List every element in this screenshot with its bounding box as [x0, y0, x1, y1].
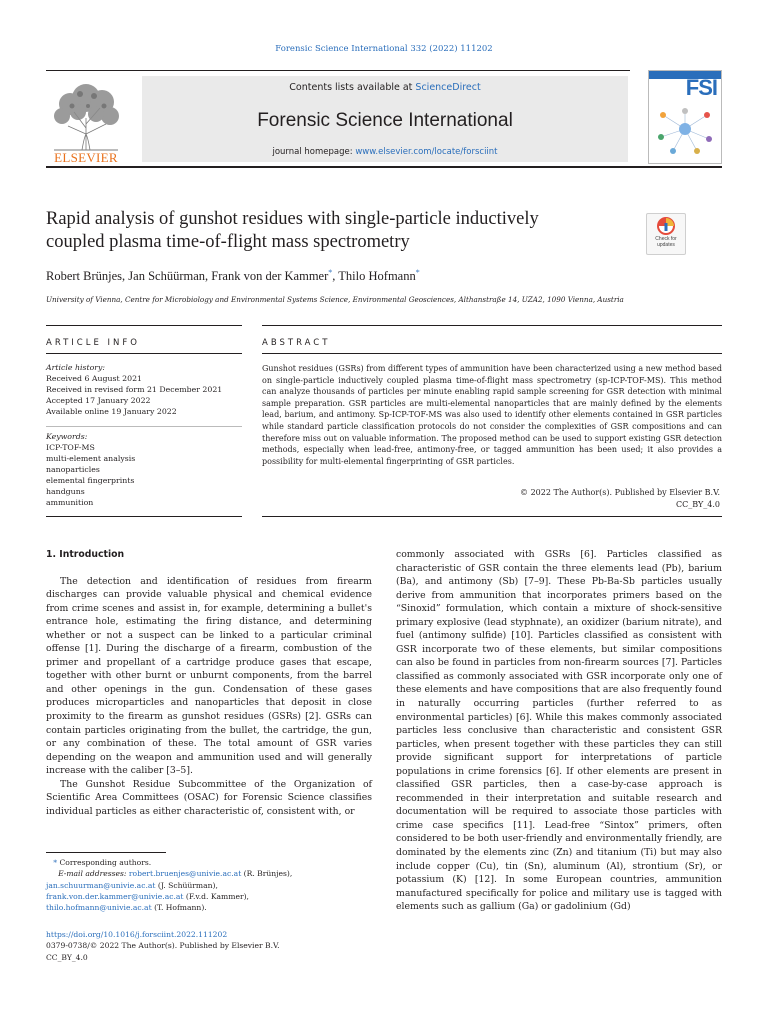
- corresponding-author-mark[interactable]: *: [328, 268, 333, 277]
- header-top-rule: [46, 70, 630, 71]
- article-info-bottom-rule: [46, 516, 242, 517]
- paragraph: The Gunshot Residue Subcommittee of the Organization of Scientific Area Committees (OSAC) for Forensic Science classifies individual particles as either characteristic of, consistent with, or: [46, 778, 372, 817]
- paragraph: commonly associated with GSRs [6]. Particles classified as characteristic of GSR contain the three elements lead (Pb), barium (Ba), and antimony (Sb) [7–9]. These Pb-Ba-Sb particles usually derive from ammunition that incorporates primers based on the “Sinoxid” formulation, which contain a mixture of shock-sensitive primary explosive (lead styphnate), an oxidizer (barium nitrate), and fuel (antimony sulfide) [10]. Particles classified as consistent with GSR incorporate two of these elements, but similar compositions can also be found in particles from non-firearm sources [7]. Particles classified as commonly associated with GSR incorporate only one of these elements and have compositions that are also frequently found in naturally occurring particles (further referred to as environmental particles) [6]. While this makes commonly associated particles less conclusive than characteristic and consistent GSR particles, when present together with these particles they can still provide significant support for interpretations of particle populations in crime forensics [6]. If other elements are present in classified GSR particles, then a case-by-case approach is recommended in their interpretation and suitable research and documentation will be required to associate those particles with crime case specifics [11]. Lead-free “Sintox” primers, often considered to be both user-friendly and environmentally friendly, are dominated by the elements zinc (Zn) and titanium (Ti) but may also include copper (Cu), tin (Sn), aluminum (Al), strontium (Sr), or potassium (K) [12]. In some European countries, ammunition manufactured specifically for police and military use is tagged with elements such as gallium (Ga) or gadolinium (Gd): [396, 549, 722, 913]
- doi-license: CC_BY_4.0: [46, 952, 88, 962]
- paragraph: The detection and identification of residues from firearm discharges can provide valuable physical and chemical evidence from crime scenes and assist in, for example, determining a bullet's entrance hole, estimating the firing distance, and determining whether or not a suspect can be linked to a particular criminal offense [1]. During the discharge of a firearm, combustion of the primer and propellant of a cartridge produce gases that escape, together with other burnt or unburnt components, from the barrel and other openings in the gun. Condensation of these gases produces microparticles and nanoparticles that deposit in close proximity to the firearm as gunshot residues (GSRs) [2]. GSRs can contain particles originating from the bullet, the cartridge, the gun, or any combination of these. The total amount of GSR varies depending on the weapon and ammunition used and will generally increase with the caliber [3–5].: [46, 575, 372, 777]
- history-item: Received in revised form 21 December 2021: [46, 385, 223, 394]
- history-item: Accepted 17 January 2022: [46, 396, 151, 405]
- email-footnote: [46, 880, 372, 891]
- email-owner: (T. Hofmann).: [154, 903, 207, 913]
- journal-citation[interactable]: [0, 44, 768, 54]
- journal-citation-link[interactable]: Forensic Science International 332 (2022) 111202: [275, 44, 493, 54]
- article-info-heading: ARTICLE INFO: [46, 338, 140, 348]
- email-link[interactable]: robert.bruenjes@univie.ac.at: [128, 869, 242, 879]
- history-item: Available online 19 January 2022: [46, 407, 177, 416]
- author-name: Frank von der Kammer: [211, 269, 329, 284]
- author-name: Robert Brünjes: [46, 269, 123, 284]
- article-history: [46, 362, 242, 417]
- abstract-body: Gunshot residues (GSRs) from different types of ammunition have been characterized using a new method based on single-particle inductively coupled plasma time-of-flight mass spectrometry (sp-ICP-TOF-MS). This method can analyze thousands of particles per minute enabling rapid sample screening for GSR detection with minimal sample preparation. GSR particles are multi-elemental nanoparticles that are mainly defined by the elements lead, barium, and antimony. Sp-ICP-TOF-MS was also used to identify other elements contained in GSR particles while standard particle classification protocols do not consider the complexities of GSR compositions and can therefore miss out on valuable information. The proposed method can be used to support existing GSR detection methods, especially when lead-free, antimony-free, or tagged ammunition has been used; it also provides a possibility for multi-elemental fingerprinting of GSR particles.: [262, 364, 722, 466]
- footnote-rule: [46, 852, 166, 853]
- article-title-line-1: Rapid analysis of gunshot residues with single-particle inductively: [46, 209, 539, 229]
- abstract-heading: ABSTRACT: [262, 338, 331, 348]
- email-link[interactable]: frank.von.der.kammer@univie.ac.at: [46, 891, 184, 901]
- journal-cover-thumbnail[interactable]: [648, 70, 722, 164]
- email-label: E-mail addresses:: [58, 869, 127, 879]
- crossmark-label: Check for updates: [655, 236, 677, 248]
- affiliation: University of Vienna, Centre for Microbiology and Environmental Systems Science, Environmental Geosciences, Althanstraße 14, UZA2, 1090 Vienna, Austria: [46, 295, 624, 304]
- keyword: elemental fingerprints: [46, 476, 135, 485]
- keywords: [46, 431, 242, 508]
- email-footnote: [46, 902, 372, 913]
- article-info-rule: [46, 325, 242, 326]
- email-footnote: [46, 868, 372, 879]
- abstract-subrule: [262, 353, 722, 354]
- footnotes: [46, 857, 372, 913]
- author-separator: ,: [332, 269, 339, 284]
- homepage-line: [142, 147, 628, 157]
- abstract-copyright: [262, 487, 720, 510]
- author-separator: ,: [122, 269, 129, 284]
- contents-line: [142, 82, 628, 93]
- corresponding-author-mark[interactable]: *: [415, 268, 420, 277]
- sciencedirect-link[interactable]: ScienceDirect: [415, 82, 481, 93]
- keyword: multi-element analysis: [46, 454, 136, 463]
- footnote-star: *: [53, 858, 58, 867]
- article-title: [46, 208, 626, 254]
- author-name: Thilo Hofmann: [338, 269, 416, 284]
- email-link[interactable]: jan.schuurman@univie.ac.at: [46, 880, 156, 890]
- history-label: Article history:: [46, 363, 106, 372]
- issn-line: 0379-0738/© 2022 The Author(s). Published by Elsevier B.V.: [46, 941, 280, 951]
- homepage-link[interactable]: www.elsevier.com/locate/forsciint: [355, 147, 498, 157]
- author-name: Jan Schüürman: [128, 269, 206, 284]
- corresponding-footnote: [46, 857, 372, 868]
- journal-masthead: [142, 76, 628, 162]
- email-owner: (F.v.d. Kammer),: [185, 891, 249, 901]
- journal-title: Forensic Science International: [257, 110, 513, 131]
- keyword: ICP-TOF-MS: [46, 443, 95, 452]
- doi-link[interactable]: https://doi.org/10.1016/j.forsciint.2022.111202: [46, 930, 228, 939]
- homepage-prefix: journal homepage:: [272, 147, 356, 157]
- abstract-bottom-rule: [262, 516, 722, 517]
- publisher-wordmark: ELSEVIER: [54, 150, 118, 165]
- body-column-right: [396, 548, 722, 914]
- keywords-rule: [46, 426, 242, 427]
- doi-block: [46, 929, 372, 963]
- history-item: Received 6 August 2021: [46, 374, 143, 383]
- abstract-rule: [262, 325, 722, 326]
- author-separator: ,: [205, 269, 212, 284]
- cover-abbreviation: FSI: [685, 75, 717, 100]
- article-info-subrule: [46, 353, 242, 354]
- author-list: [46, 268, 726, 284]
- contents-prefix: Contents lists available at: [289, 82, 416, 93]
- license-text: CC_BY_4.0: [676, 499, 720, 509]
- keyword: nanoparticles: [46, 465, 100, 474]
- section-heading: 1. Introduction: [46, 549, 125, 560]
- email-footnote: [46, 891, 372, 902]
- keyword: ammunition: [46, 498, 94, 507]
- crossmark-icon: [647, 214, 685, 236]
- keywords-label: Keywords:: [46, 432, 88, 441]
- header-bottom-rule: [46, 166, 722, 168]
- email-owner: (R. Brünjes),: [243, 869, 293, 879]
- corresponding-text: Corresponding authors.: [59, 858, 152, 867]
- article-title-line-2: coupled plasma time-of-flight mass spectrometry: [46, 232, 410, 252]
- copyright-text: © 2022 The Author(s). Published by Elsevier B.V.: [520, 488, 720, 497]
- journal-header: [46, 70, 722, 168]
- tree-icon: [46, 78, 126, 152]
- email-owner: (J. Schüürman),: [157, 880, 218, 890]
- keyword: handguns: [46, 487, 85, 496]
- check-for-updates-badge[interactable]: [646, 213, 686, 255]
- body-column-left: [46, 548, 372, 818]
- email-link[interactable]: thilo.hofmann@univie.ac.at: [46, 903, 152, 913]
